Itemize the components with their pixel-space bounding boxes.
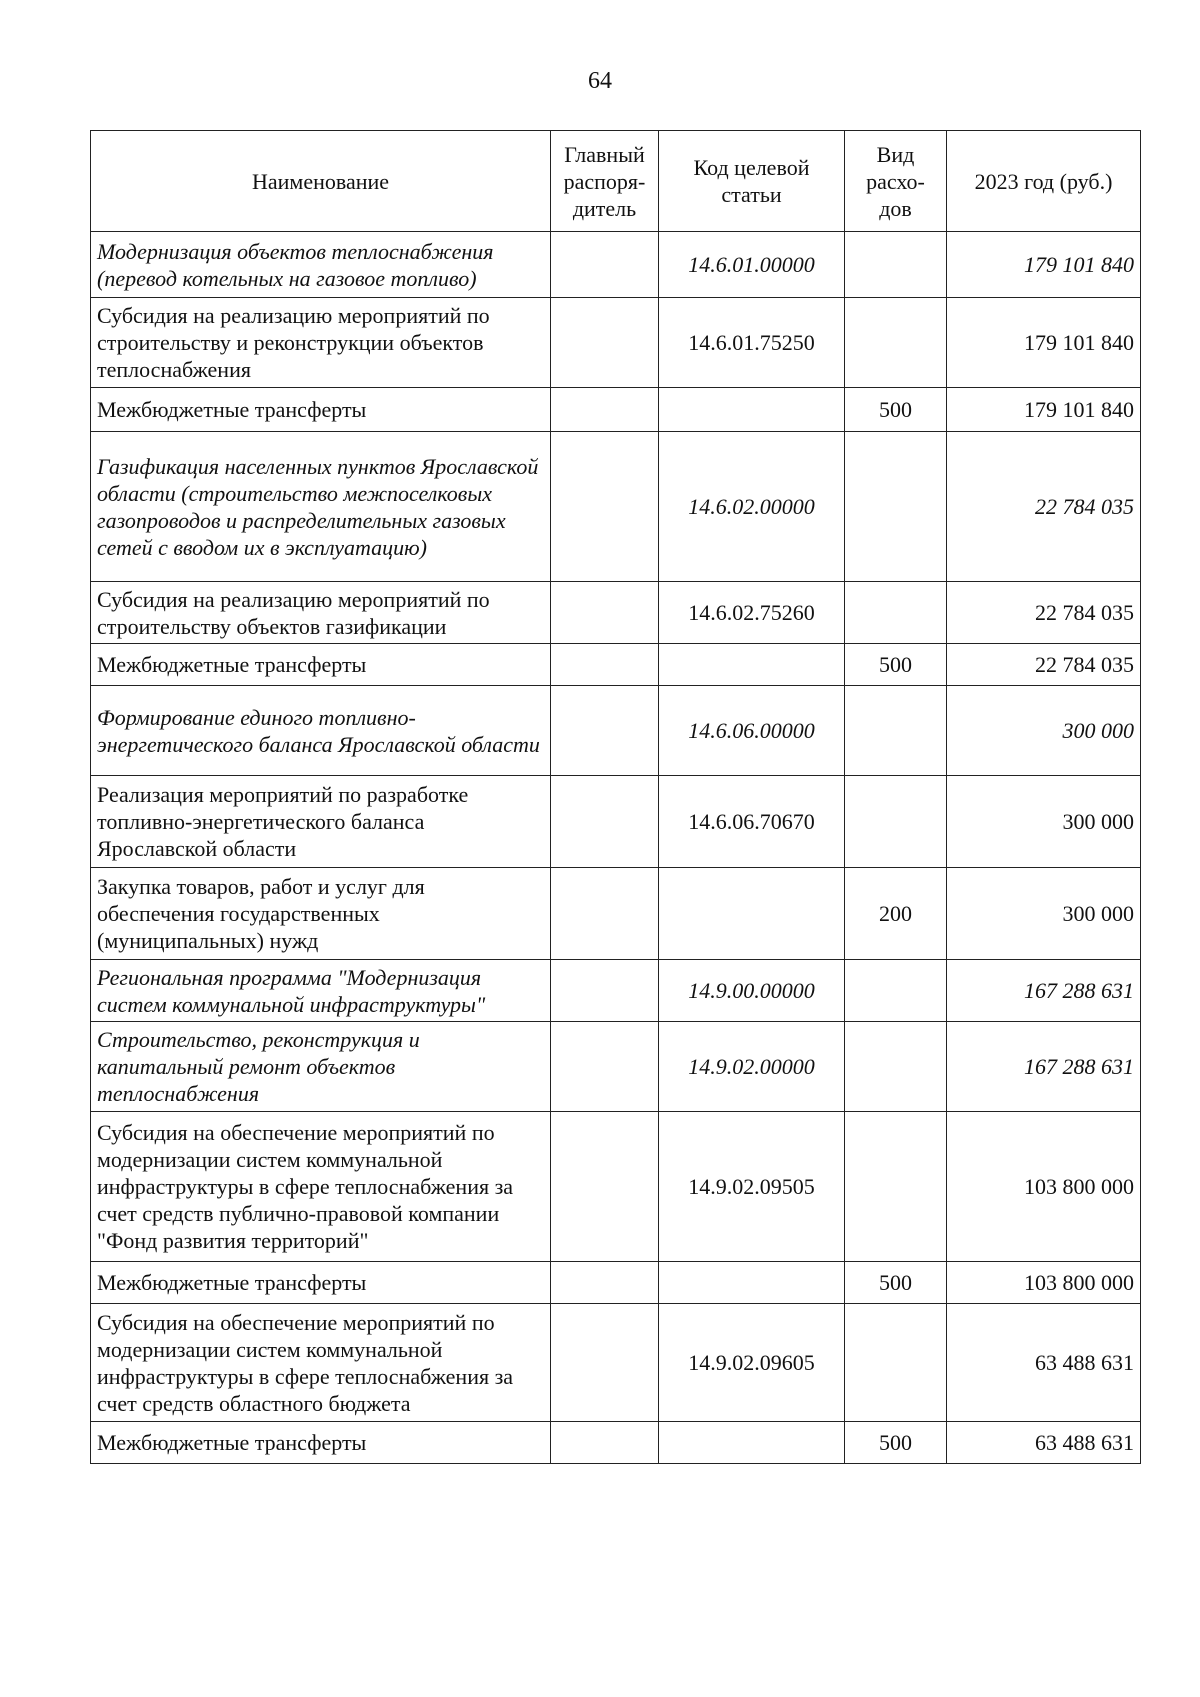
table-row xyxy=(91,1112,1141,1262)
cell-kind xyxy=(845,432,947,582)
table-row xyxy=(91,1304,1141,1422)
table-row xyxy=(91,644,1141,686)
cell-admin xyxy=(551,1304,659,1422)
table-row xyxy=(91,686,1141,776)
cell-amount: 22 784 035 xyxy=(947,582,1141,644)
cell-code: 14.9.02.09505 xyxy=(659,1112,845,1262)
cell-name: Формирование единого топливно-энергетического баланса Ярославской области xyxy=(91,686,551,776)
cell-name: Субсидия на обеспечение мероприятий по модернизации систем коммунальной инфраструктуры в сфере теплоснабжения за счет средств публично-правовой компании "Фонд развития территорий" xyxy=(91,1112,551,1262)
header-amount: 2023 год (руб.) xyxy=(947,131,1141,232)
cell-admin xyxy=(551,1262,659,1304)
cell-admin xyxy=(551,1022,659,1112)
cell-code: 14.6.06.70670 xyxy=(659,776,845,868)
cell-amount: 300 000 xyxy=(947,776,1141,868)
cell-name: Субсидия на обеспечение мероприятий по модернизации систем коммунальной инфраструктуры в сфере теплоснабжения за счет средств областного бюджета xyxy=(91,1304,551,1422)
cell-code: 14.6.02.75260 xyxy=(659,582,845,644)
cell-name: Межбюджетные трансферты xyxy=(91,644,551,686)
cell-amount: 179 101 840 xyxy=(947,298,1141,388)
cell-name: Межбюджетные трансферты xyxy=(91,388,551,432)
cell-admin xyxy=(551,1422,659,1464)
budget-table xyxy=(90,130,1141,1464)
table-row xyxy=(91,1262,1141,1304)
cell-kind xyxy=(845,960,947,1022)
cell-code xyxy=(659,644,845,686)
cell-amount: 300 000 xyxy=(947,686,1141,776)
header-name: Наименование xyxy=(91,131,551,232)
cell-kind xyxy=(845,298,947,388)
table-row xyxy=(91,388,1141,432)
cell-name: Газификация населенных пунктов Ярославской области (строительство межпоселковых газопроводов и распределительных газовых сетей с вводом их в эксплуатацию) xyxy=(91,432,551,582)
cell-amount: 22 784 035 xyxy=(947,644,1141,686)
cell-admin xyxy=(551,960,659,1022)
cell-amount: 167 288 631 xyxy=(947,960,1141,1022)
cell-admin xyxy=(551,432,659,582)
cell-code: 14.6.02.00000 xyxy=(659,432,845,582)
cell-amount: 167 288 631 xyxy=(947,1022,1141,1112)
cell-admin xyxy=(551,868,659,960)
header-admin: Главный распоря- дитель xyxy=(551,131,659,232)
table-row xyxy=(91,868,1141,960)
table-row xyxy=(91,960,1141,1022)
cell-amount: 63 488 631 xyxy=(947,1422,1141,1464)
cell-kind: 500 xyxy=(845,388,947,432)
cell-kind: 200 xyxy=(845,868,947,960)
cell-name: Субсидия на реализацию мероприятий по строительству и реконструкции объектов теплоснабжения xyxy=(91,298,551,388)
table-row xyxy=(91,1022,1141,1112)
cell-code: 14.6.01.75250 xyxy=(659,298,845,388)
cell-code: 14.9.00.00000 xyxy=(659,960,845,1022)
cell-name: Строительство, реконструкция и капитальный ремонт объектов теплоснабжения xyxy=(91,1022,551,1112)
cell-amount: 179 101 840 xyxy=(947,232,1141,298)
cell-admin xyxy=(551,232,659,298)
cell-name: Межбюджетные трансферты xyxy=(91,1262,551,1304)
table-row xyxy=(91,298,1141,388)
cell-name: Реализация мероприятий по разработке топливно-энергетического баланса Ярославской области xyxy=(91,776,551,868)
table-row xyxy=(91,432,1141,582)
cell-code xyxy=(659,1422,845,1464)
cell-code: 14.6.01.00000 xyxy=(659,232,845,298)
cell-admin xyxy=(551,776,659,868)
cell-admin xyxy=(551,1112,659,1262)
cell-code: 14.9.02.00000 xyxy=(659,1022,845,1112)
cell-amount: 179 101 840 xyxy=(947,388,1141,432)
cell-name: Межбюджетные трансферты xyxy=(91,1422,551,1464)
cell-kind xyxy=(845,1112,947,1262)
cell-kind xyxy=(845,582,947,644)
cell-kind xyxy=(845,776,947,868)
cell-admin xyxy=(551,388,659,432)
cell-admin xyxy=(551,298,659,388)
cell-amount: 300 000 xyxy=(947,868,1141,960)
table-row xyxy=(91,776,1141,868)
cell-kind xyxy=(845,1022,947,1112)
cell-code xyxy=(659,388,845,432)
cell-name: Закупка товаров, работ и услуг для обеспечения государственных (муниципальных) нужд xyxy=(91,868,551,960)
cell-code: 14.6.06.00000 xyxy=(659,686,845,776)
cell-name: Региональная программа "Модернизация систем коммунальной инфраструктуры" xyxy=(91,960,551,1022)
cell-admin xyxy=(551,582,659,644)
cell-code xyxy=(659,868,845,960)
cell-name: Субсидия на реализацию мероприятий по строительству объектов газификации xyxy=(91,582,551,644)
cell-code xyxy=(659,1262,845,1304)
cell-kind xyxy=(845,686,947,776)
cell-amount: 22 784 035 xyxy=(947,432,1141,582)
page-number: 64 xyxy=(588,68,612,94)
cell-name: Модернизация объектов теплоснабжения (перевод котельных на газовое топливо) xyxy=(91,232,551,298)
cell-amount: 103 800 000 xyxy=(947,1262,1141,1304)
header-code: Код целевой статьи xyxy=(659,131,845,232)
table-body xyxy=(91,232,1141,1464)
cell-admin xyxy=(551,686,659,776)
cell-amount: 63 488 631 xyxy=(947,1304,1141,1422)
cell-admin xyxy=(551,644,659,686)
cell-code: 14.9.02.09605 xyxy=(659,1304,845,1422)
cell-amount: 103 800 000 xyxy=(947,1112,1141,1262)
header-kind: Вид расхо- дов xyxy=(845,131,947,232)
cell-kind: 500 xyxy=(845,1262,947,1304)
cell-kind: 500 xyxy=(845,644,947,686)
cell-kind: 500 xyxy=(845,1422,947,1464)
cell-kind xyxy=(845,1304,947,1422)
table-header-row xyxy=(91,131,1141,232)
table-row xyxy=(91,232,1141,298)
table-row xyxy=(91,1422,1141,1464)
table-row xyxy=(91,582,1141,644)
cell-kind xyxy=(845,232,947,298)
